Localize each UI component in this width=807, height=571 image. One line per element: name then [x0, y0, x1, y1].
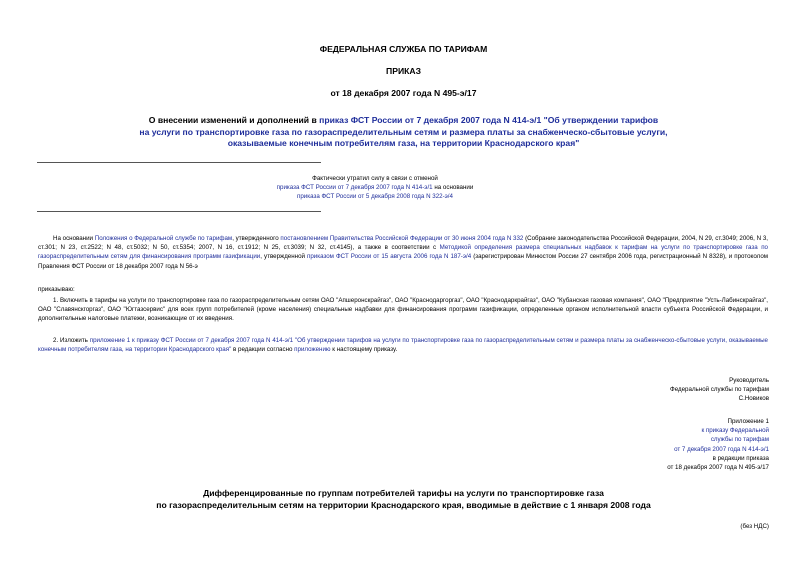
- order-item-2: [38, 336, 768, 354]
- item2-text-1: 2. Изложить: [53, 337, 90, 344]
- appendix-link-1[interactable]: к приказу Федеральной: [701, 427, 769, 435]
- appendix-link-2[interactable]: службы по тарифам: [710, 436, 769, 444]
- order-item-1: 1. Включить в тарифы на услуги по транспортировке газа по газораспределительным сетям ОАО "Апшеронскрайгаз", ОАО "Краснодаргоргаз", ОАО "Краснодаркрайгаз", ОАО "Кубанская газовая компания", ОАО "Предприятие "Усть-Лабинскрайгаз", ОАО "Славянскгоргаз", ОАО "Югтазсервис" для всех групп потребителей (кроме населения) специальные надбавки для финансирования программ газификации, определенные органом исполнительной власти субъекта Российской Федерации, и дополнительные налоговые платежи, возникающие от их введения.: [38, 297, 768, 323]
- appendix-link-3[interactable]: от 7 декабря 2007 года N 414-э/1: [674, 445, 769, 453]
- preamble-text-3: (Собрание законодательства Российской Федерации, 2004, N 29, ст.3049; 2006, N 3, ст.301; N 23, ст.2522; N 48, ст.5032; N 50, ст.5354; 2007, N 16, ст.1912; N 25, ст.3039; N 32, ст.4145), а также в соответствии с: [38, 235, 768, 252]
- appendix-line-5: в редакции приказа: [712, 454, 769, 462]
- signature-title: Руководитель: [729, 377, 769, 384]
- tariff-title-line-2: по газораспределительным сетям на территории Краснодарского края, вводимые в действие с 1 января 2008 года: [156, 499, 651, 510]
- title-link-order-414[interactable]: приказ ФСТ России от 7 декабря 2007 года N 414-э/1 "Об утверждении тарифов: [319, 115, 659, 125]
- title-line-2[interactable]: на услуги по транспортировке газа по газораспределительным сетям и размера платы за снабженческо-сбытовые услуги,: [139, 126, 668, 137]
- separator-top: [37, 162, 321, 163]
- agency-name: ФЕДЕРАЛЬНАЯ СЛУЖБА ПО ТАРИФАМ: [319, 44, 488, 54]
- appendix-line-1: Приложение 1: [727, 418, 769, 425]
- item2-link-appendix-1[interactable]: приложение 1 к приказу ФСТ России от 7 декабря 2007 года N 414-э/1 "Об утверждении тарифов на услуги по транспортировке газа по газораспределительным сетям и размера платы за снабженческо-сбытовые услуги, оказываемые конечным потребителям газа, на территории Краснодарского края": [38, 337, 768, 354]
- title-prefix: О внесении изменений и дополнений в: [148, 115, 320, 125]
- signature-name: С.Новиков: [738, 395, 769, 403]
- item2-text-3: к настоящему приказу.: [330, 346, 398, 354]
- tariff-table-title: [0, 488, 807, 511]
- document-type: ПРИКАЗ: [386, 66, 421, 76]
- preamble-text-4: , утвержденной: [260, 253, 308, 261]
- preamble-link-methodology[interactable]: Методикой определения размера специальных надбавок к тарифам на услуги по транспортировке газа по газораспределительным сетям для финансирования программ газификации: [38, 244, 768, 261]
- status-block: [250, 174, 500, 202]
- separator-bottom: [37, 211, 321, 212]
- document-date-number: от 18 декабря 2007 года N 495-э/17: [330, 88, 477, 98]
- item2-text-2: в редакции согласно: [231, 346, 295, 354]
- item2-link-appendix[interactable]: приложению: [294, 346, 331, 354]
- status-link-order-322[interactable]: приказа ФСТ России от 5 декабря 2008 года N 322-э/4: [297, 193, 453, 201]
- status-line-2-tail: на основании: [432, 184, 474, 192]
- appendix-line-6: от 18 декабря 2007 года N 495-э/17: [667, 464, 769, 472]
- preamble-text-2: , утвержденного: [232, 235, 281, 242]
- status-link-order-414[interactable]: приказа ФСТ России от 7 декабря 2007 года N 414-э/1: [276, 184, 433, 192]
- preamble-link-decree-332[interactable]: постановлением Правительства Российской Федерации от 30 июня 2004 года N 332: [280, 235, 524, 242]
- preamble-paragraph: [38, 234, 768, 271]
- document-title: [40, 115, 767, 150]
- order-word: приказываю:: [38, 286, 75, 293]
- preamble-link-order-187[interactable]: приказом ФСТ России от 15 августа 2006 года N 187-э/4: [307, 253, 472, 261]
- preamble-text-5: (зарегистрирован Минюстом России 27 сентября 2006 года, регистрационный N 8328), и протоколом Правления ФСТ России от 18 декабря 2007 года N 56-э: [38, 253, 769, 270]
- preamble-link-regulation[interactable]: Положения о Федеральной службе по тарифам: [94, 235, 233, 242]
- tariff-title-line-1: Дифференцированные по группам потребителей тарифы на услуги по транспортировке газа: [203, 488, 604, 498]
- preamble-text-1: На основании: [53, 235, 95, 242]
- appendix-reference: [667, 417, 769, 472]
- signature-agency: Федеральной службы по тарифам: [670, 386, 769, 394]
- vat-note: (без НДС): [740, 523, 769, 530]
- signature-block: [670, 376, 769, 404]
- status-line-1: Фактически утратил силу в связи с отменой: [312, 175, 438, 182]
- title-line-3[interactable]: оказываемые конечным потребителям газа, на территории Краснодарского края": [227, 138, 580, 148]
